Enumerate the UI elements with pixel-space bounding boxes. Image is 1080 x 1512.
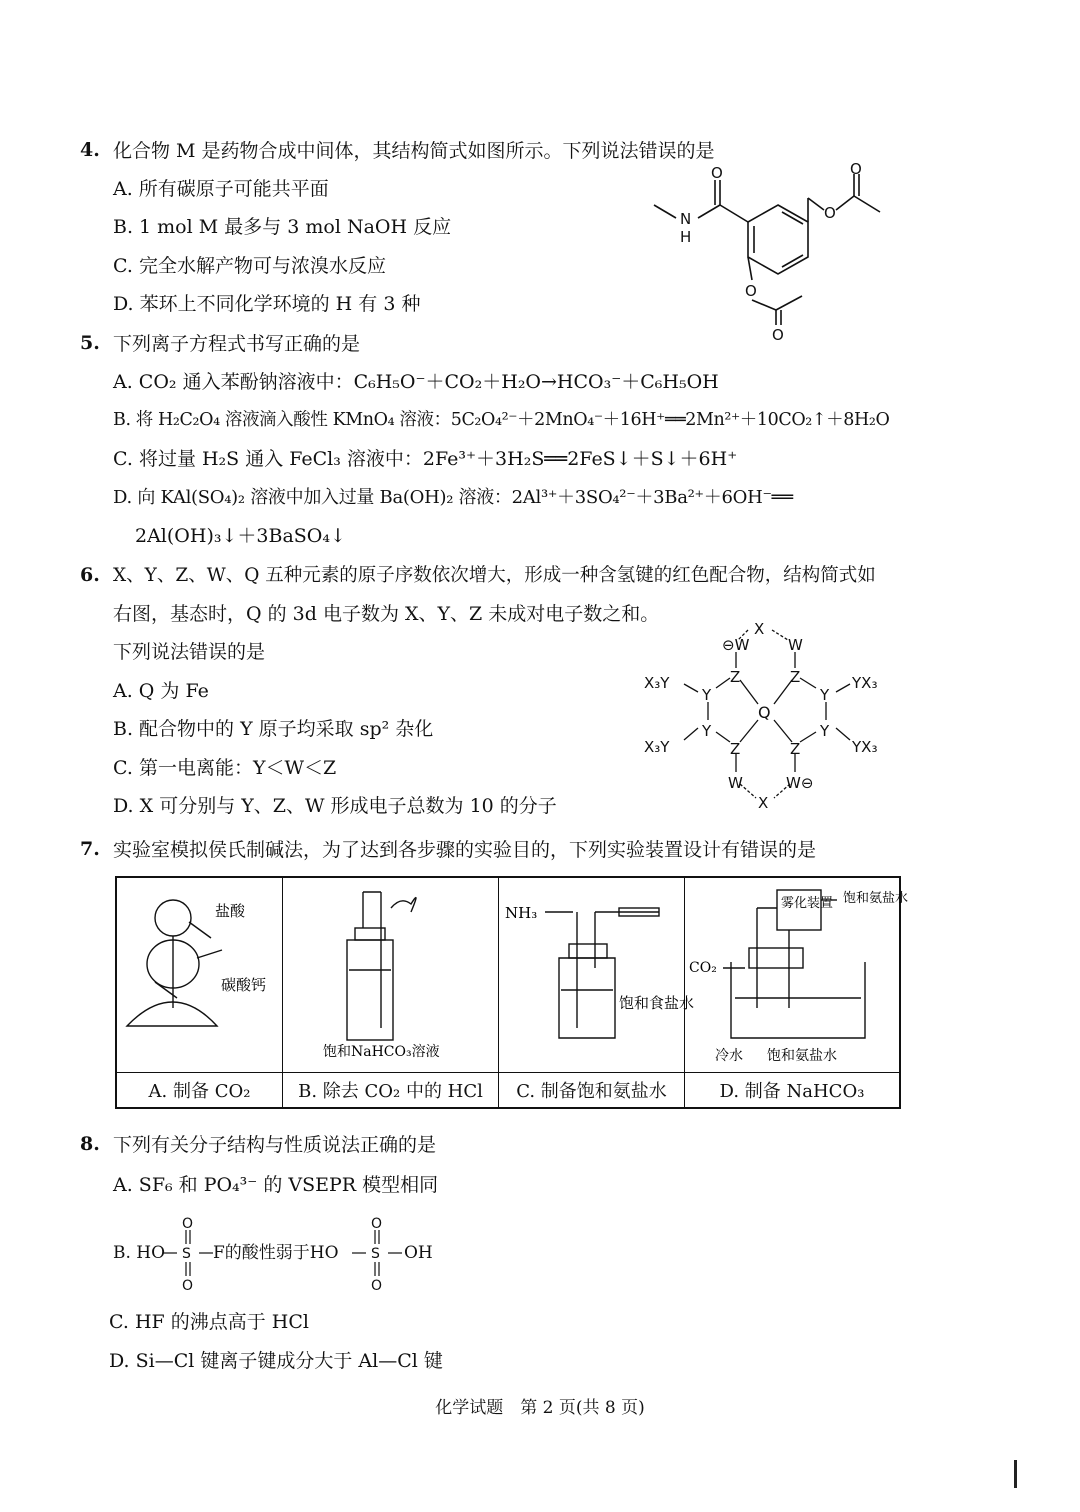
q7-a-label-caco3: 碳酸钙 [221, 976, 267, 994]
q8-b1-o-bottom: O [182, 1278, 194, 1294]
q8-option-b-prefix: B. HO [113, 1243, 166, 1263]
q7-panel-a-drawing [117, 878, 282, 1068]
q4-fig-o2: O [824, 204, 836, 222]
q6-stem-1: X、Y、Z、W、Q 五种元素的原子序数依次增大，形成一种含氢键的红色配合物，结构简式如 [113, 565, 876, 586]
q4-fig-o5: O [772, 326, 784, 344]
q6-stem-2: 右图，基态时，Q 的 3d 电子数为 X、Y、Z 未成对电子数之和。 [113, 603, 660, 625]
q6-fig-z-3: Z [730, 740, 741, 758]
q4-fig-o1: O [711, 164, 723, 182]
q8-b1-s: S [182, 1246, 191, 1262]
q6-fig-x3y-1: X₃Y [644, 674, 670, 692]
q6-fig-y-3: Y [702, 722, 712, 740]
q6-fig-y-2: Y [820, 686, 830, 704]
q6-option-a: A. Q 为 Fe [113, 680, 209, 702]
q4-option-c: C. 完全水解产物可与浓溴水反应 [113, 255, 386, 277]
q7-caption-d: D. 制备 NaHCO₃ [685, 1073, 901, 1109]
q7-panel-b-drawing [283, 878, 498, 1068]
q5-option-c: C. 将过量 H₂S 通入 FeCl₃ 溶液中：2Fe³⁺＋3H₂S══2FeS↓＋S↓＋6H⁺ [113, 448, 738, 470]
q6-fig-x-top: X [754, 620, 765, 638]
q7-d-label-cold-water: 冷水 [715, 1048, 743, 1064]
q5-option-a: A. CO₂ 通入苯酚钠溶液中：C₆H₅O⁻＋CO₂＋H₂O→HCO₃⁻＋C₆H₅OH [113, 371, 719, 393]
q6-fig-q: Q [758, 703, 771, 722]
q4-structure-figure [640, 160, 900, 345]
q7-d-label-ammonia-brine: 饱和氨盐水 [767, 1048, 837, 1064]
q6-option-b: B. 配合物中的 Y 原子均采取 sp² 杂化 [113, 718, 434, 740]
q7-caption-b: B. 除去 CO₂ 中的 HCl [283, 1073, 499, 1109]
q7-caption-a: A. 制备 CO₂ [116, 1073, 283, 1109]
q8-b2-s: S [371, 1246, 380, 1262]
q7-caption-c: C. 制备饱和氨盐水 [499, 1073, 685, 1109]
q7-d-label-co2: CO₂ [689, 960, 717, 976]
q8-b2-o-bottom: O [371, 1278, 383, 1294]
q7-c-label-nh3: NH₃ [505, 904, 538, 922]
q6-fig-w-minus-bottom: W⊖ [786, 774, 814, 792]
q6-fig-y-4: Y [820, 722, 830, 740]
q7-number: 7. [80, 838, 100, 860]
q8-option-b-mid: F的酸性弱于HO [213, 1243, 339, 1263]
q4-option-a: A. 所有碳原子可能共平面 [113, 178, 329, 200]
q7-panel-c-drawing [499, 878, 695, 1068]
q6-option-c: C. 第一电离能：Y＜W＜Z [113, 757, 337, 779]
q8-b2-o-top: O [371, 1216, 383, 1232]
q4-fig-n: N [680, 210, 692, 228]
q6-fig-x-bottom: X [758, 794, 769, 812]
page-footer: 化学试题 第 2 页(共 8 页) [435, 1398, 645, 1418]
q4-fig-o4: O [745, 282, 757, 300]
q7-a-label-acid: 盐酸 [215, 902, 246, 920]
q4-stem: 化合物 M 是药物合成中间体，其结构简式如图所示。下列说法错误的是 [113, 140, 715, 162]
q7-d-label-atomizer: 雾化装置 [781, 896, 834, 911]
q7-c-label-brine: 饱和食盐水 [619, 994, 695, 1012]
q6-fig-z-2: Z [790, 668, 801, 686]
q5-option-d-cont: 2Al(OH)₃↓＋3BaSO₄↓ [135, 525, 346, 547]
q6-fig-w-top-right: W [788, 636, 803, 654]
q6-stem-3: 下列说法错误的是 [113, 641, 266, 663]
q8-option-b-sulfonyl-2 [352, 1214, 402, 1292]
q6-option-d: D. X 可分别与 Y、Z、W 形成电子总数为 10 的分子 [113, 795, 557, 817]
q7-panel-b [283, 877, 499, 1073]
q6-complex-figure [640, 612, 900, 822]
q4-fig-h: H [680, 228, 692, 246]
q6-fig-z-4: Z [790, 740, 801, 758]
q4-fig-o3: O [850, 160, 862, 178]
q8-option-a: A. SF₆ 和 PO₄³⁻ 的 VSEPR 模型相同 [113, 1174, 439, 1196]
margin-mark [1014, 1460, 1017, 1488]
q7-panel-c [499, 877, 695, 1073]
q5-option-d: D. 向 KAl(SO₄)₂ 溶液中加入过量 Ba(OH)₂ 溶液：2Al³⁺＋3SO₄²⁻＋3Ba²⁺＋6OH⁻══ [113, 487, 793, 508]
q6-fig-w-bottom-left: W [728, 774, 743, 792]
q6-fig-w-minus: ⊖W [722, 636, 750, 654]
q8-number: 8. [80, 1133, 100, 1155]
q7-d-label-ammonia-brine-top: 饱和氨盐水 [843, 891, 909, 906]
q4-option-b: B. 1 mol M 最多与 3 mol NaOH 反应 [113, 216, 452, 238]
q8-b1-o-top: O [182, 1216, 194, 1232]
q6-fig-yx3-2: YX₃ [852, 738, 878, 756]
q6-fig-y-1: Y [702, 686, 712, 704]
q8-option-d: D. Si—Cl 键离子键成分大于 Al—Cl 键 [109, 1350, 443, 1372]
q7-panel-d [685, 877, 909, 1073]
q6-fig-z-1: Z [730, 668, 741, 686]
q8-stem: 下列有关分子结构与性质说法正确的是 [113, 1134, 437, 1156]
q7-b-label-nahco3: 饱和NaHCO₃溶液 [323, 1044, 440, 1060]
q7-panel-a [116, 877, 283, 1073]
q5-number: 5. [80, 332, 100, 354]
q4-number: 4. [80, 139, 100, 161]
q8-option-c: C. HF 的沸点高于 HCl [109, 1311, 309, 1333]
q7-stem: 实验室模拟侯氏制碱法，为了达到各步骤的实验目的，下列实验装置设计有错误的是 [113, 839, 817, 861]
q6-fig-x3y-2: X₃Y [644, 738, 670, 756]
q7-panel-d-drawing [685, 878, 909, 1068]
q5-stem: 下列离子方程式书写正确的是 [113, 333, 361, 355]
q5-option-b: B. 将 H₂C₂O₄ 溶液滴入酸性 KMnO₄ 溶液：5C₂O₄²⁻＋2MnO₄⁻＋16H⁺══2Mn²⁺＋10CO₂↑＋8H₂O [113, 410, 890, 430]
q7-apparatus-table [115, 876, 909, 1109]
q6-fig-yx3-1: YX₃ [852, 674, 878, 692]
q6-number: 6. [80, 564, 100, 586]
q8-option-b-sulfonyl-1 [163, 1214, 213, 1292]
q4-option-d: D. 苯环上不同化学环境的 H 有 3 种 [113, 293, 421, 315]
q8-option-b-suffix: OH [404, 1243, 433, 1263]
